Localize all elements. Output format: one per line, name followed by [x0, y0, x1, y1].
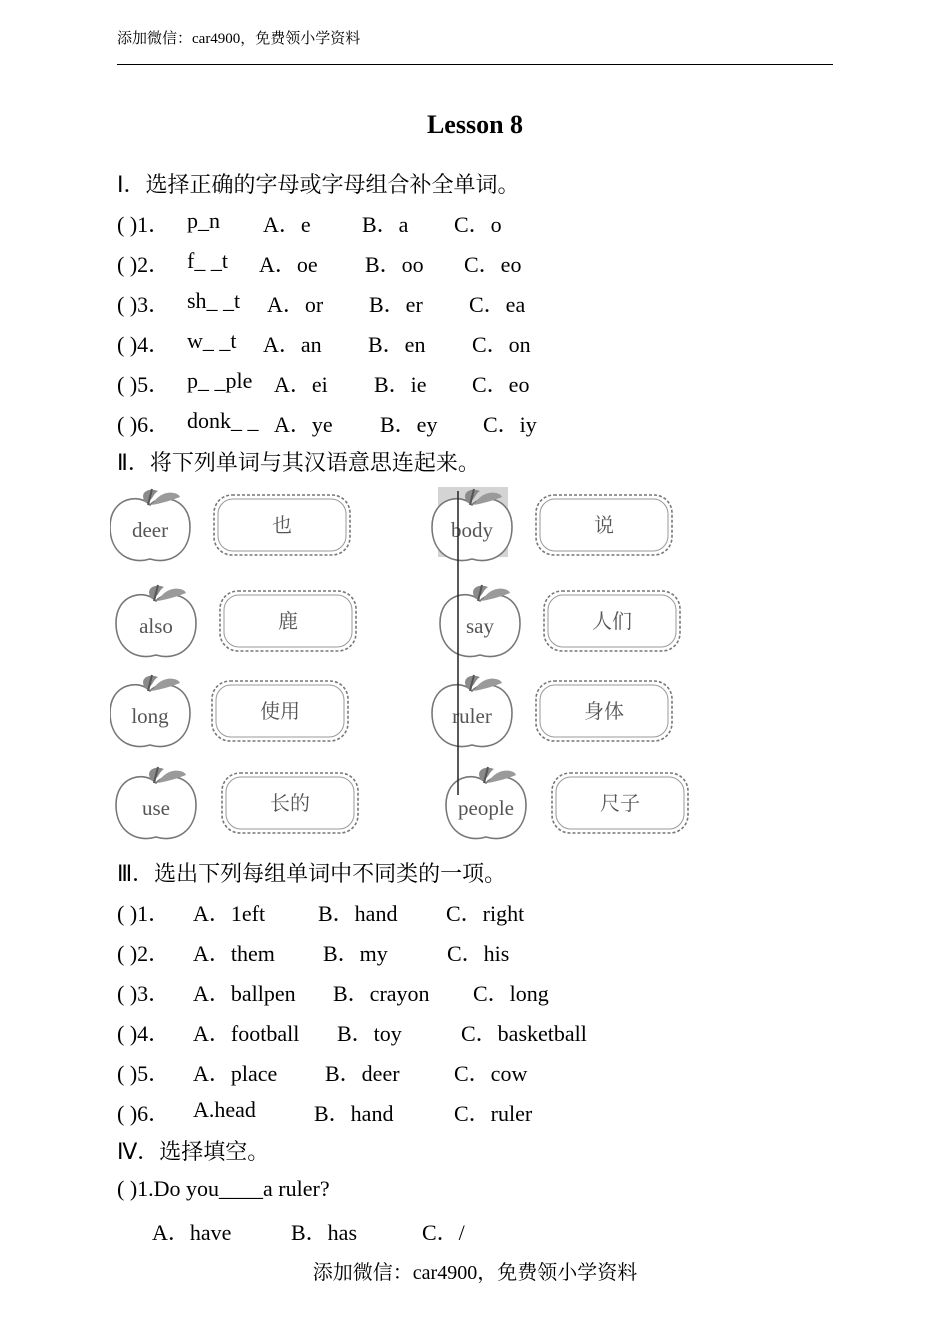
box-word-lu: 鹿 — [278, 609, 298, 633]
apple-deer — [110, 489, 190, 561]
option-c: C．his — [447, 941, 510, 966]
option-b: B．hand — [318, 901, 398, 926]
question-number: ( )2． — [117, 941, 171, 966]
question-number: ( )5． — [117, 372, 171, 397]
apple-word-deer: deer — [131, 518, 169, 542]
option-b: B．deer — [325, 1061, 400, 1086]
option-b: B．crayon — [333, 981, 430, 1006]
option-b: B．er — [369, 292, 423, 317]
box-changde — [222, 773, 358, 833]
option-b: B．has — [291, 1220, 358, 1245]
question-number: ( )3． — [117, 292, 171, 317]
option-b: B．ey — [380, 412, 438, 437]
question-word: w_ _t — [187, 328, 237, 353]
apple-ruler — [432, 675, 512, 747]
question-number: ( )4． — [117, 1021, 171, 1046]
question-number: ( )6． — [117, 1101, 171, 1126]
box-shiyong — [212, 681, 348, 741]
section4-heading: Ⅳ．选择填空。 — [117, 1140, 270, 1165]
apple-long — [110, 675, 190, 747]
question-number: ( )6． — [117, 412, 171, 437]
option-a: A．ei — [274, 372, 328, 397]
header-rule — [117, 64, 833, 65]
box-word-chizi: 尺子 — [600, 791, 640, 815]
box-word-shiyong: 使用 — [260, 699, 300, 723]
option-c: C．eo — [472, 372, 530, 397]
box-chizi — [552, 773, 688, 833]
box-ye — [214, 495, 350, 555]
box-renmen — [544, 591, 680, 651]
footer-note: 添加微信：car4900，免费领小学资料 — [312, 1262, 638, 1284]
option-a: A．e — [263, 212, 311, 237]
option-a: A．an — [263, 332, 322, 357]
box-word-renmen: 人们 — [592, 609, 632, 633]
apple-word-say: say — [466, 614, 494, 638]
box-word-shuo: 说 — [594, 513, 614, 537]
option-c: C．ea — [469, 292, 526, 317]
option-b: B．ie — [374, 372, 427, 397]
option-a: A.head — [193, 1097, 256, 1122]
box-word-changde: 长的 — [270, 791, 310, 815]
option-a: A．oe — [259, 252, 318, 277]
question-word: donk_ _ — [187, 408, 259, 433]
option-c: C．eo — [464, 252, 522, 277]
option-a: A．football — [193, 1021, 300, 1046]
option-c: C．o — [454, 212, 502, 237]
question-text: ( )1.Do you____a ruler? — [117, 1176, 330, 1201]
question-number: ( )1． — [117, 901, 171, 926]
option-b: B．a — [362, 212, 409, 237]
option-c: C．/ — [422, 1220, 465, 1245]
apple-also — [116, 585, 196, 657]
option-a: A．them — [193, 941, 275, 966]
apple-use — [116, 767, 196, 839]
apple-say — [440, 585, 520, 657]
option-c: C．basketball — [461, 1021, 587, 1046]
page-title: Lesson 8 — [426, 110, 524, 139]
apple-word-also: also — [139, 614, 173, 638]
option-b: B．toy — [337, 1021, 402, 1046]
question-number: ( )5． — [117, 1061, 171, 1086]
question-number: ( )2． — [117, 252, 171, 277]
question-word: sh_ _t — [187, 288, 241, 313]
question-number: ( )1． — [117, 212, 171, 237]
question-word: p_ _ple — [187, 368, 253, 393]
option-b: B．en — [368, 332, 426, 357]
question-number: ( )4． — [117, 332, 171, 357]
question-word: f_ _t — [187, 248, 228, 273]
option-a: A．have — [152, 1220, 232, 1245]
header-note: 添加微信：car4900，免费领小学资料 — [117, 31, 361, 47]
section2-heading: Ⅱ．将下列单词与其汉语意思连起来。 — [117, 451, 480, 476]
box-word-shenti: 身体 — [584, 699, 624, 723]
box-shuo — [536, 495, 672, 555]
option-c: C．iy — [483, 412, 537, 437]
option-b: B．hand — [314, 1101, 394, 1126]
apple-word-use: use — [142, 796, 170, 820]
option-b: B．oo — [365, 252, 424, 277]
section1-heading: I．选择正确的字母或字母组合补全单词。 — [117, 173, 520, 198]
option-a: A．ballpen — [193, 981, 296, 1006]
apple-word-ruler: ruler — [452, 704, 492, 728]
option-c: C．long — [473, 981, 549, 1006]
option-c: C．right — [446, 901, 525, 926]
question-number: ( )3． — [117, 981, 171, 1006]
box-shenti — [536, 681, 672, 741]
option-c: C．ruler — [454, 1101, 533, 1126]
apple-word-body: body — [451, 518, 493, 542]
matching-exercise-image — [110, 483, 710, 843]
section3-heading: Ⅲ．选出下列每组单词中不同类的一项。 — [117, 862, 507, 887]
option-a: A．1eft — [193, 901, 266, 926]
apple-word-long: long — [131, 704, 169, 728]
option-c: C．cow — [454, 1061, 528, 1086]
option-a: A．place — [193, 1061, 278, 1086]
box-word-ye: 也 — [272, 513, 292, 537]
apple-word-people: people — [458, 796, 514, 820]
option-a: A．ye — [274, 412, 333, 437]
option-b: B．my — [323, 941, 388, 966]
question-word: p_n — [187, 208, 220, 233]
box-lu — [220, 591, 356, 651]
option-c: C．on — [472, 332, 531, 357]
option-a: A．or — [267, 292, 324, 317]
